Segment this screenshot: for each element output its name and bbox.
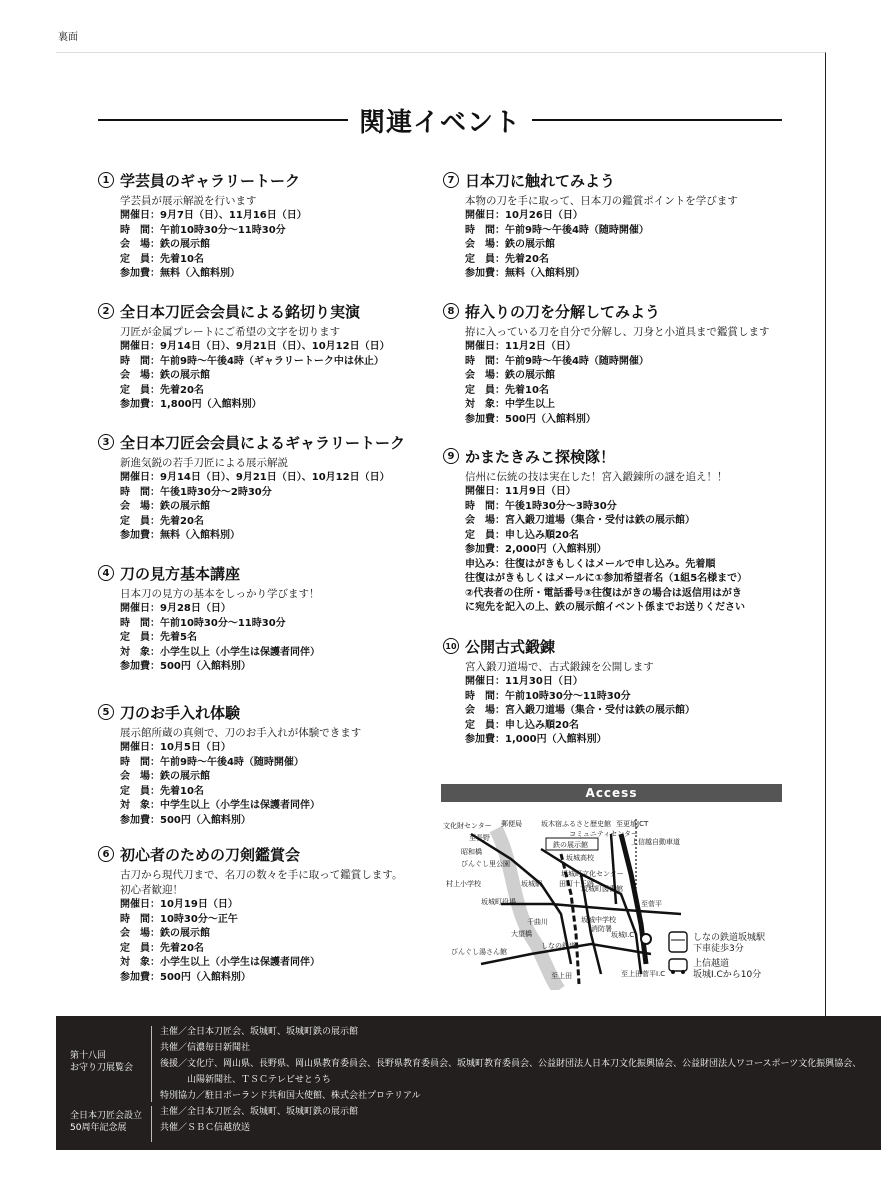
map-label: 郵便局	[501, 820, 522, 828]
event-number-badge: 3	[98, 434, 114, 450]
event-title: かまたきみこ探検隊！	[465, 447, 616, 466]
event-detail-line: 時 間：午前9時〜午後4時（随時開催）	[465, 224, 649, 236]
map-label: しなの鉄道	[541, 942, 576, 950]
event-detail-line: 参加費：無料（入館料別）	[120, 268, 240, 279]
footer-divider-1	[151, 1026, 152, 1102]
event-detail-line: 参加費：500円（入館料別）	[465, 413, 596, 425]
event-detail-line: 定 員：申し込み順20名	[465, 529, 579, 541]
exhibition-label-1: 第十八回 お守り刀展覧会	[70, 1051, 134, 1073]
event-title: 全日本刀匠会会員によるギャラリートーク	[120, 433, 406, 452]
event-detail-line: 参加費：無料（入館料別）	[120, 530, 240, 541]
event-detail-line: 定 員：申し込み順20名	[465, 719, 579, 731]
event-detail-line: 時 間：午後1時30分〜3時30分	[465, 500, 617, 512]
event-7	[443, 170, 738, 282]
map-label: 坂城町文化センター	[561, 870, 624, 878]
credit-line: 主催／全日本刀匠会、坂城町、坂城町鉄の展示館	[160, 1027, 359, 1037]
map-label: 至上田菅平I.C	[621, 970, 666, 978]
event-10	[443, 636, 695, 748]
event-detail-line: 開催日：11月30日（日）	[465, 676, 583, 687]
event-1	[98, 170, 307, 282]
event-detail-line: に宛先を記入の上、鉄の展示館イベント係までお送りください	[465, 602, 745, 613]
event-description: 宮入鍛刀道場で、古式鍛錬を公開します	[465, 661, 654, 673]
event-description: 拵に入っている刀を自分で分解し、刀身と小道具まで鑑賞します	[465, 326, 770, 338]
exhibition-credits-1	[160, 1024, 861, 1104]
event-detail-line: 対 象：中学生以上（小学生は保護者同伴）	[120, 800, 320, 811]
event-detail-line: 参加費：500円（入館料別）	[120, 814, 251, 826]
event-detail-line: 会 場：鉄の展示館	[120, 370, 210, 381]
exhibition-credits-2	[160, 1104, 358, 1136]
event-detail-line: 開催日：9月14日（日）、9月21日（日）、10月12日（日）	[120, 472, 390, 483]
event-detail-line: 定 員：先着5名	[120, 632, 197, 643]
event-detail-line: 会 場：鉄の展示館	[120, 501, 210, 512]
event-detail-line: 定 員：先着10名	[120, 785, 204, 797]
event-detail-line: 開催日：9月14日（日）、9月21日（日）、10月12日（日）	[120, 341, 390, 352]
event-description: 日本刀の見方の基本をしっかり学びます！	[120, 588, 320, 600]
map-label: 坂城町図書館	[581, 885, 623, 893]
map-label: 坂城I.C	[611, 931, 635, 939]
event-detail-line: 開催日：11月2日（日）	[465, 341, 576, 352]
event-description: 刀匠が金属プレートにご希望の文字を切ります	[120, 326, 341, 338]
event-detail-line: 時 間：午前9時〜午後4時（随時開催）	[465, 355, 649, 367]
event-9	[443, 446, 747, 616]
event-detail-line: 参加費：1,000円（入館料別）	[465, 734, 607, 745]
event-description: 初心者歓迎！	[120, 884, 183, 896]
page-title-block	[98, 102, 782, 138]
map-label: 至長野	[469, 834, 490, 842]
event-title: 刀の見方基本講座	[120, 564, 241, 583]
credit-line: 特別協力／駐日ポーランド共和国大使館、株式会社プロテリアル	[160, 1091, 421, 1101]
event-detail-line: 定 員：先着10名	[465, 384, 549, 396]
event-detail-line: 開催日：10月19日（日）	[120, 899, 238, 910]
access-heading: Access	[441, 784, 782, 802]
credit-line: 共催／信濃毎日新聞社	[160, 1043, 251, 1053]
event-detail-line: 会 場：宮入鍛刀道場（集合・受付は鉄の展示館）	[465, 705, 695, 716]
map-label: びんぐし里公園	[461, 860, 510, 868]
title-rule-right	[532, 119, 782, 121]
event-detail-line: 参加費：2,000円（入館料別）	[465, 544, 607, 555]
map-label: 鉄の展示館	[553, 841, 588, 849]
event-5	[98, 702, 361, 828]
event-number-badge: 5	[98, 704, 114, 720]
map-label: 至上田	[551, 972, 572, 980]
map-label: 大望橋	[511, 930, 532, 938]
map-label: 坂木宿ふるさと歴史館	[541, 820, 611, 828]
map-label: 上信越自動車道	[631, 838, 680, 846]
event-detail-line: 定 員：先着20名	[120, 515, 204, 527]
event-number-badge: 7	[443, 172, 459, 188]
event-number-badge: 8	[443, 303, 459, 319]
event-detail-line: 開催日：10月5日（日）	[120, 742, 231, 753]
event-title: 初心者のための刀剣鑑賞会	[120, 845, 301, 864]
event-title: 日本刀に触れてみよう	[465, 171, 616, 190]
event-detail-line: 開催日：9月7日（日）、11月16日（日）	[120, 210, 307, 221]
event-detail-line: 時 間：午後1時30分〜2時30分	[120, 486, 272, 498]
event-title: 拵入りの刀を分解してみよう	[465, 302, 661, 321]
event-detail-line: 定 員：先着20名	[120, 384, 204, 396]
expressway	[621, 834, 646, 964]
event-description: 古刀から現代刀まで、名刀の数々を手に取って鑑賞します。	[120, 869, 403, 881]
event-detail-line: 会 場：鉄の展示館	[465, 370, 555, 381]
event-title: 刀のお手入れ体験	[120, 703, 241, 722]
map-label: 昭和橋	[461, 848, 482, 856]
map-label: 坂城町役場	[481, 898, 516, 906]
event-number-badge: 1	[98, 172, 114, 188]
event-number-badge: 2	[98, 303, 114, 319]
car-access-text: 上信越道	[693, 959, 730, 969]
event-description: 展示館所蔵の真剣で、刀のお手入れが体験できます	[120, 727, 362, 739]
event-detail-line: 定 員：先着20名	[120, 942, 204, 954]
event-3	[98, 432, 405, 544]
event-detail-line: 会 場：鉄の展示館	[120, 928, 210, 939]
event-detail-line: 往復はがきもしくはメールに①参加希望者名（1組5名様まで）	[465, 573, 748, 584]
map-label: 村上小学校	[446, 880, 481, 888]
event-detail-line: 定 員：先着10名	[120, 253, 204, 265]
exhibition-label-2: 全日本刀匠会設立 50周年記念展	[70, 1111, 143, 1133]
event-6	[98, 844, 402, 985]
footer-divider-2	[151, 1106, 152, 1142]
event-detail-line: 対 象：中学生以上	[465, 399, 555, 410]
event-detail-line: 参加費：500円（入館料別）	[120, 971, 251, 983]
map-label: 至菅平	[641, 900, 662, 908]
event-description: 信州に伝統の技は実在した！宮入鍛錬所の謎を追え！！	[465, 471, 728, 483]
event-2	[98, 301, 390, 413]
interchange-marker	[641, 934, 651, 944]
map-label: 坂城駅	[521, 880, 542, 888]
credit-line: 主催／全日本刀匠会、坂城町、坂城町鉄の展示館	[160, 1107, 359, 1117]
event-detail-line: 開催日：11月9日（日）	[465, 486, 576, 497]
map-label: 至更埴JCT	[616, 820, 649, 828]
map-label: 坂城高校	[566, 854, 594, 862]
map-label: 文化財センター	[443, 822, 492, 830]
map-label: コミュニティセンター	[569, 830, 639, 838]
event-detail-line: 参加費：1,800円（入館料別）	[120, 399, 262, 410]
event-detail-line: 参加費：無料（入館料別）	[465, 268, 585, 279]
rail-walk-text: 下車徒歩3分	[693, 944, 744, 954]
event-number-badge: 10	[443, 638, 459, 654]
event-detail-line: 時 間：午前9時〜午後4時（随時開催）	[120, 756, 304, 768]
event-detail-line: 会 場：鉄の展示館	[120, 239, 210, 250]
event-title: 学芸員のギャラリートーク	[120, 171, 301, 190]
map-label: びんぐし湯さん館	[451, 948, 507, 956]
footer-credits	[56, 1016, 881, 1150]
train-icon	[669, 932, 687, 952]
event-detail-line: 時 間：午前10時30分〜11時30分	[120, 617, 286, 629]
event-detail-line: ②代表者の住所・電話番号③往復はがきの場合は返信用はがき	[465, 587, 742, 599]
event-detail-line: 会 場：鉄の展示館	[465, 239, 555, 250]
event-8	[443, 301, 770, 427]
page-title: 関連イベント	[349, 102, 531, 139]
event-4	[98, 563, 320, 675]
map-label: 消防署	[591, 925, 612, 933]
event-detail-line: 参加費：500円（入館料別）	[120, 661, 251, 672]
event-detail-line: 時 間：午前9時〜午後4時（ギャラリートーク中は休止）	[120, 355, 384, 367]
event-description: 本物の刀を手に取って、日本刀の鑑賞ポイントを学びます	[465, 195, 738, 207]
event-detail-line: 開催日：9月28日（日）	[120, 603, 231, 614]
map-label: 坂城中学校	[581, 916, 616, 924]
event-description: 新進気鋭の若手刀匠による展示解説	[120, 457, 288, 469]
event-title: 全日本刀匠会会員による銘切り実演	[120, 302, 361, 321]
event-detail-line: 申込み：往復はがきもしくはメールで申し込み。先着順	[465, 558, 716, 570]
event-description: 学芸員が展示解説を行います	[120, 195, 257, 207]
map-label: 千曲川	[527, 918, 548, 926]
event-number-badge: 4	[98, 565, 114, 581]
event-detail-line: 時 間：10時30分〜正午	[120, 913, 238, 925]
event-detail-line: 対 象：小学生以上（小学生は保護者同伴）	[120, 646, 320, 658]
car-time-text: 坂城I.Cから10分	[693, 970, 762, 980]
event-title: 公開古式鍛錬	[465, 637, 556, 656]
access-map	[441, 814, 782, 990]
event-detail-line: 会 場：鉄の展示館	[120, 771, 210, 782]
event-detail-line: 時 間：午前10時30分〜11時30分	[120, 224, 286, 236]
rail-access-text: しなの鉄道坂城駅	[693, 933, 766, 943]
credit-line: 後援／文化庁、岡山県、長野県、岡山県教育委員会、長野県教育委員会、坂城町教育委員会、公益財団法人日本刀文化振興協会、公益財団法人ワコースポーツ文化振興協会、	[160, 1059, 862, 1069]
credit-line: 共催／ＳＢＣ信越放送	[160, 1123, 251, 1133]
title-rule-left	[98, 119, 348, 121]
car-icon	[669, 959, 687, 971]
event-number-badge: 9	[443, 448, 459, 464]
event-number-badge: 6	[98, 846, 114, 862]
event-detail-line: 会 場：宮入鍛刀道場（集合・受付は鉄の展示館）	[465, 515, 695, 526]
map-label: 田町十王跡	[559, 880, 594, 888]
event-detail-line: 時 間：午前10時30分〜11時30分	[465, 690, 631, 702]
event-detail-line: 対 象：小学生以上（小学生は保護者同伴）	[120, 957, 320, 968]
event-detail-line: 開催日：10月26日（日）	[465, 210, 583, 221]
event-detail-line: 定 員：先着20名	[465, 253, 549, 265]
page-side-label: 裏面	[58, 32, 78, 43]
credit-line: 山陽新聞社、ＴＳＣテレビせとうち	[160, 1075, 331, 1085]
